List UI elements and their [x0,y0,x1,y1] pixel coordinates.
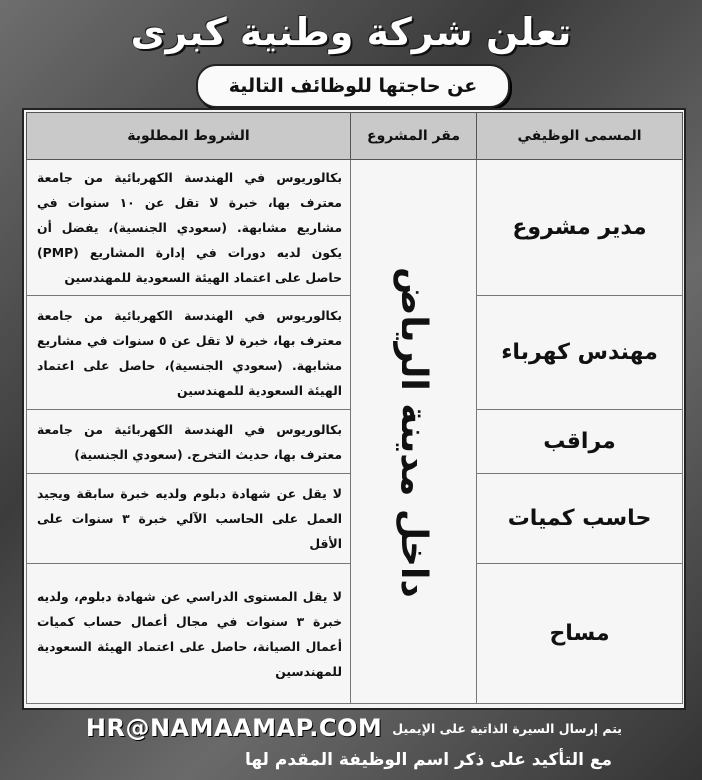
job-title-cell: مساح [477,564,683,704]
job-title-cell: مهندس كهرباء [477,296,683,410]
job-title-cell: حاسب كميات [477,474,683,564]
ad-subtitle: عن حاجتها للوظائف التالية [228,75,478,97]
ad-title: تعلن شركة وطنية كبرى [130,10,572,54]
jobs-sheet [22,108,686,710]
table-row [27,160,683,296]
job-title-cell: مدير مشروع [477,160,683,296]
column-header-location: مقر المشروع [351,113,477,160]
contact-email[interactable]: HR@NAMAAMAP.COM [85,714,383,742]
column-header-job-title: المسمى الوظيفي [477,113,683,160]
job-title-cell: مراقب [477,410,683,474]
table-header-row [27,113,683,160]
requirements-cell: لا يقل عن شهادة دبلوم ولديه خبرة سابقة ويجيد العمل على الحاسب الآلي خبرة ٣ سنوات على الأقل [27,474,351,564]
jobs-table [26,112,683,704]
cv-send-note: يتم إرسال السيرة الذاتية على الإيميل [392,720,622,736]
title-band [4,4,698,60]
requirements-cell: لا يقل المستوى الدراسي عن شهادة دبلوم، ولديه خبرة ٣ سنوات في مجال أعمال حساب كميات أعمال الصيانة، حاصل على اعتماد الهيئة السعودية للمهندسين [27,564,351,704]
subtitle-box [196,64,510,108]
footer [0,708,702,780]
requirements-cell: بكالوريوس في الهندسة الكهربائية من جامعة معترف بها، خبرة لا تقل عن ٥ سنوات في مشاريع مشابهة. (سعودي الجنسية)، حاصل على اعتماد الهيئة السعودية للمهندسين [27,296,351,410]
footer-contact-line [86,714,622,742]
location-cell [351,160,477,704]
footer-confirmation: مع التأكيد على ذكر اسم الوظيفة المقدم لها [244,750,612,770]
location-text: داخل مدينة الرياض [393,267,434,598]
requirements-cell: بكالوريوس في الهندسة الكهربائية من جامعة معترف بها، خبرة لا تقل عن ١٠ سنوات في مشاريع مشابهة. (سعودي الجنسية)، يفضل أن يكون لديه دورات في إدارة المشاريع (PMP) حاصل على اعتماد الهيئة السعودية للمهندسين [27,160,351,296]
column-header-requirements: الشروط المطلوبة [27,113,351,160]
requirements-cell: بكالوريوس في الهندسة الكهربائية من جامعة معترف بها، حديث التخرج. (سعودي الجنسية) [27,410,351,474]
